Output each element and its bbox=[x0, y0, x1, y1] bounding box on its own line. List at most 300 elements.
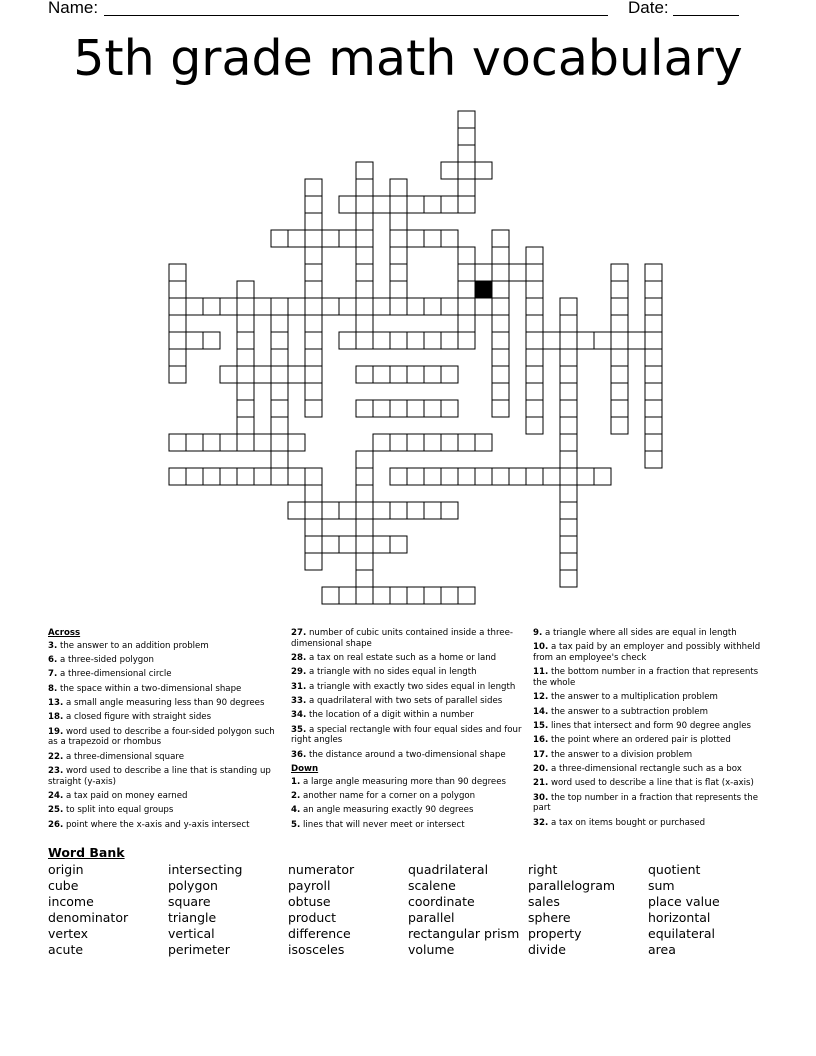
crossword-cell[interactable] bbox=[424, 196, 441, 213]
crossword-cell[interactable] bbox=[169, 298, 186, 315]
crossword-cell[interactable] bbox=[305, 468, 322, 485]
crossword-cell[interactable] bbox=[169, 468, 186, 485]
crossword-cell[interactable] bbox=[186, 434, 203, 451]
crossword-cell[interactable] bbox=[305, 366, 322, 383]
crossword-cell[interactable] bbox=[237, 349, 254, 366]
crossword-cell[interactable] bbox=[526, 247, 543, 264]
crossword-cell[interactable] bbox=[560, 298, 577, 315]
crossword-cell[interactable] bbox=[288, 366, 305, 383]
crossword-cell[interactable] bbox=[645, 366, 662, 383]
crossword-cell[interactable] bbox=[390, 247, 407, 264]
crossword-cell[interactable] bbox=[203, 332, 220, 349]
clue-text: a tax on real estate such as a home or land bbox=[306, 653, 497, 664]
crossword-cell[interactable] bbox=[441, 502, 458, 519]
word-bank-word: parallel bbox=[408, 910, 455, 926]
crossword-cell[interactable] bbox=[407, 502, 424, 519]
crossword-cell[interactable] bbox=[339, 332, 356, 349]
crossword-cell[interactable] bbox=[560, 468, 577, 485]
crossword-cell[interactable] bbox=[407, 587, 424, 604]
crossword-cell[interactable] bbox=[356, 247, 373, 264]
crossword-cell[interactable] bbox=[611, 264, 628, 281]
crossword-cell[interactable] bbox=[424, 400, 441, 417]
crossword-cell[interactable] bbox=[305, 230, 322, 247]
crossword-cell[interactable] bbox=[186, 298, 203, 315]
crossword-cell[interactable] bbox=[645, 451, 662, 468]
crossword-cell[interactable] bbox=[509, 264, 526, 281]
crossword-cell[interactable] bbox=[611, 298, 628, 315]
clue-number: 16. bbox=[533, 735, 549, 746]
crossword-cell[interactable] bbox=[305, 247, 322, 264]
crossword-cell[interactable] bbox=[356, 570, 373, 587]
crossword-cell[interactable] bbox=[169, 349, 186, 366]
crossword-cell[interactable] bbox=[373, 536, 390, 553]
crossword-cell[interactable] bbox=[390, 298, 407, 315]
crossword-cell[interactable] bbox=[237, 332, 254, 349]
crossword-cell[interactable] bbox=[560, 315, 577, 332]
clue-item bbox=[533, 818, 765, 829]
crossword-cell[interactable] bbox=[373, 332, 390, 349]
crossword-cell[interactable] bbox=[645, 332, 662, 349]
crossword-cell[interactable] bbox=[560, 519, 577, 536]
crossword-cell[interactable] bbox=[407, 298, 424, 315]
crossword-cell[interactable] bbox=[560, 434, 577, 451]
word-bank-word: coordinate bbox=[408, 894, 475, 910]
crossword-cell[interactable] bbox=[254, 366, 271, 383]
crossword-cell[interactable] bbox=[492, 349, 509, 366]
crossword-cell[interactable] bbox=[356, 451, 373, 468]
word-bank-word: cube bbox=[48, 878, 79, 894]
clue-number: 21. bbox=[533, 778, 549, 789]
clue-number: 17. bbox=[533, 749, 549, 760]
crossword-cell[interactable] bbox=[356, 400, 373, 417]
crossword-cell[interactable] bbox=[424, 502, 441, 519]
crossword-cell[interactable] bbox=[628, 332, 645, 349]
word-bank-word: scalene bbox=[408, 878, 456, 894]
word-bank-word: triangle bbox=[168, 910, 217, 926]
crossword-cell[interactable] bbox=[526, 298, 543, 315]
crossword-cell[interactable] bbox=[322, 536, 339, 553]
crossword-cell[interactable] bbox=[526, 281, 543, 298]
word-bank-word: right bbox=[528, 862, 558, 877]
clue-item bbox=[48, 805, 280, 816]
crossword-cell[interactable] bbox=[237, 434, 254, 451]
crossword-cell[interactable] bbox=[220, 366, 237, 383]
clue-item bbox=[291, 820, 523, 831]
crossword-cell[interactable] bbox=[543, 332, 560, 349]
crossword-cell[interactable] bbox=[322, 230, 339, 247]
crossword-cell[interactable] bbox=[492, 281, 509, 298]
crossword-cell[interactable] bbox=[458, 587, 475, 604]
clue-number: 26. bbox=[48, 819, 64, 830]
crossword-cell[interactable] bbox=[186, 332, 203, 349]
crossword-cell[interactable] bbox=[288, 230, 305, 247]
crossword-cell[interactable] bbox=[407, 332, 424, 349]
crossword-cell[interactable] bbox=[458, 162, 475, 179]
crossword-cell[interactable] bbox=[271, 315, 288, 332]
crossword-cell[interactable] bbox=[492, 366, 509, 383]
crossword-cell[interactable] bbox=[492, 400, 509, 417]
crossword-cell[interactable] bbox=[526, 366, 543, 383]
crossword-cell[interactable] bbox=[560, 332, 577, 349]
crossword-cell[interactable] bbox=[441, 434, 458, 451]
crossword-cell[interactable] bbox=[373, 366, 390, 383]
crossword-cell[interactable] bbox=[560, 502, 577, 519]
crossword-cell[interactable] bbox=[220, 298, 237, 315]
crossword-cell[interactable] bbox=[492, 247, 509, 264]
crossword-cell[interactable] bbox=[254, 434, 271, 451]
crossword-cell[interactable] bbox=[560, 485, 577, 502]
clue-number: 19. bbox=[48, 726, 64, 737]
crossword-cell[interactable] bbox=[339, 230, 356, 247]
crossword-cell[interactable] bbox=[526, 468, 543, 485]
crossword-cell[interactable] bbox=[441, 230, 458, 247]
crossword-cell[interactable] bbox=[441, 587, 458, 604]
clue-number: 36. bbox=[291, 749, 307, 760]
crossword-cell[interactable] bbox=[458, 281, 475, 298]
crossword-cell[interactable] bbox=[390, 400, 407, 417]
word-bank-word: rectangular prism bbox=[408, 926, 520, 942]
clue-item bbox=[48, 698, 280, 709]
crossword-cell[interactable] bbox=[271, 417, 288, 434]
crossword-cell[interactable] bbox=[356, 366, 373, 383]
crossword-cell[interactable] bbox=[509, 468, 526, 485]
crossword-cell[interactable] bbox=[492, 332, 509, 349]
clue-text: a closed figure with straight sides bbox=[63, 712, 212, 723]
crossword-cell[interactable] bbox=[577, 332, 594, 349]
crossword-cell[interactable] bbox=[237, 315, 254, 332]
crossword-cell[interactable] bbox=[220, 434, 237, 451]
crossword-cell[interactable] bbox=[611, 400, 628, 417]
crossword-cell[interactable] bbox=[407, 434, 424, 451]
crossword-cell[interactable] bbox=[373, 587, 390, 604]
crossword-cell[interactable] bbox=[475, 468, 492, 485]
crossword-cell[interactable] bbox=[356, 230, 373, 247]
crossword-cell[interactable] bbox=[220, 468, 237, 485]
crossword-cell[interactable] bbox=[373, 502, 390, 519]
crossword-cell[interactable] bbox=[458, 264, 475, 281]
crossword-cell[interactable] bbox=[271, 400, 288, 417]
clue-item bbox=[291, 710, 523, 721]
crossword-cell[interactable] bbox=[305, 213, 322, 230]
crossword-cell[interactable] bbox=[645, 315, 662, 332]
crossword-cell[interactable] bbox=[322, 587, 339, 604]
crossword-cell[interactable] bbox=[254, 298, 271, 315]
crossword-cell[interactable] bbox=[611, 281, 628, 298]
crossword-cell[interactable] bbox=[356, 536, 373, 553]
crossword-cell[interactable] bbox=[169, 332, 186, 349]
crossword-cell[interactable] bbox=[390, 196, 407, 213]
crossword-cell[interactable] bbox=[203, 468, 220, 485]
crossword-cell[interactable] bbox=[458, 128, 475, 145]
crossword-cell[interactable] bbox=[169, 315, 186, 332]
crossword-cell[interactable] bbox=[373, 434, 390, 451]
crossword-cell[interactable] bbox=[169, 366, 186, 383]
crossword-cell[interactable] bbox=[458, 434, 475, 451]
crossword-cell[interactable] bbox=[288, 502, 305, 519]
crossword-cell[interactable] bbox=[356, 587, 373, 604]
crossword-cell[interactable] bbox=[305, 315, 322, 332]
crossword-cell[interactable] bbox=[458, 315, 475, 332]
clue-number: 4. bbox=[291, 805, 301, 816]
crossword-cell[interactable] bbox=[356, 298, 373, 315]
crossword-cell[interactable] bbox=[356, 264, 373, 281]
crossword-cell[interactable] bbox=[475, 434, 492, 451]
clue-item bbox=[533, 692, 765, 703]
crossword-cell[interactable] bbox=[492, 383, 509, 400]
crossword-cell[interactable] bbox=[390, 230, 407, 247]
crossword-cell[interactable] bbox=[339, 536, 356, 553]
crossword-cell[interactable] bbox=[526, 417, 543, 434]
clue-number: 7. bbox=[48, 669, 58, 680]
crossword-cell[interactable] bbox=[305, 502, 322, 519]
crossword-cell[interactable] bbox=[390, 179, 407, 196]
crossword-cell[interactable] bbox=[288, 434, 305, 451]
clue-text: a large angle measuring more than 90 degrees bbox=[300, 776, 506, 787]
crossword-cell[interactable] bbox=[526, 349, 543, 366]
crossword-cell[interactable] bbox=[611, 383, 628, 400]
crossword-cell[interactable] bbox=[390, 264, 407, 281]
clue-text: a special rectangle with four equal sides and four right angles bbox=[291, 724, 522, 746]
crossword-cell[interactable] bbox=[237, 298, 254, 315]
crossword-cell[interactable] bbox=[288, 298, 305, 315]
crossword-cell[interactable] bbox=[611, 366, 628, 383]
crossword-cell[interactable] bbox=[322, 502, 339, 519]
crossword-cell[interactable] bbox=[611, 417, 628, 434]
crossword-cell[interactable] bbox=[271, 230, 288, 247]
crossword-cell[interactable] bbox=[475, 162, 492, 179]
crossword-cell[interactable] bbox=[356, 281, 373, 298]
crossword-cell[interactable] bbox=[305, 298, 322, 315]
word-bank-word: payroll bbox=[288, 878, 331, 894]
crossword-cell[interactable] bbox=[390, 213, 407, 230]
crossword-cell[interactable] bbox=[390, 468, 407, 485]
crossword-cell[interactable] bbox=[271, 383, 288, 400]
crossword-cell[interactable] bbox=[475, 298, 492, 315]
crossword-cell[interactable] bbox=[237, 400, 254, 417]
crossword-cell[interactable] bbox=[526, 332, 543, 349]
crossword-cell[interactable] bbox=[560, 400, 577, 417]
clue-item bbox=[533, 793, 765, 814]
crossword-cell[interactable] bbox=[271, 366, 288, 383]
crossword-cell[interactable] bbox=[305, 383, 322, 400]
crossword-cell[interactable] bbox=[560, 366, 577, 383]
crossword-cell[interactable] bbox=[169, 281, 186, 298]
crossword-cell[interactable] bbox=[645, 417, 662, 434]
crossword-cell[interactable] bbox=[543, 468, 560, 485]
crossword-cell[interactable] bbox=[390, 502, 407, 519]
crossword-cell[interactable] bbox=[356, 162, 373, 179]
crossword-cell[interactable] bbox=[356, 332, 373, 349]
crossword-cell[interactable] bbox=[526, 383, 543, 400]
crossword-cell[interactable] bbox=[458, 145, 475, 162]
crossword-cell[interactable] bbox=[356, 502, 373, 519]
crossword-cell[interactable] bbox=[645, 298, 662, 315]
crossword-cell[interactable] bbox=[305, 196, 322, 213]
crossword-cell[interactable] bbox=[560, 417, 577, 434]
crossword-cell[interactable] bbox=[560, 536, 577, 553]
crossword-cell[interactable] bbox=[203, 434, 220, 451]
crossword-cell[interactable] bbox=[271, 468, 288, 485]
clue-text: a triangle where all sides are equal in length bbox=[542, 628, 737, 638]
crossword-cell[interactable] bbox=[271, 332, 288, 349]
crossword-cell[interactable] bbox=[390, 434, 407, 451]
crossword-cell[interactable] bbox=[492, 468, 509, 485]
crossword-cell[interactable] bbox=[441, 298, 458, 315]
crossword-cell[interactable] bbox=[271, 434, 288, 451]
crossword-cell[interactable] bbox=[356, 519, 373, 536]
crossword-cell[interactable] bbox=[526, 315, 543, 332]
crossword-cell[interactable] bbox=[356, 315, 373, 332]
crossword-cell[interactable] bbox=[475, 264, 492, 281]
crossword-cell[interactable] bbox=[305, 400, 322, 417]
crossword-cell[interactable] bbox=[458, 111, 475, 128]
crossword-cell[interactable] bbox=[441, 366, 458, 383]
clue-text: word used to describe a line that is standing up straight (y-axis) bbox=[48, 766, 271, 787]
clue-item bbox=[291, 628, 523, 649]
clue-text: an angle measuring exactly 90 degrees bbox=[300, 805, 474, 816]
crossword-cell[interactable] bbox=[373, 400, 390, 417]
crossword-cell[interactable] bbox=[271, 451, 288, 468]
crossword-cell[interactable] bbox=[373, 196, 390, 213]
crossword-cell[interactable] bbox=[356, 213, 373, 230]
crossword-cell[interactable] bbox=[458, 247, 475, 264]
crossword-cell[interactable] bbox=[458, 179, 475, 196]
crossword-cell[interactable] bbox=[305, 519, 322, 536]
crossword-cell[interactable] bbox=[237, 366, 254, 383]
crossword-cell[interactable] bbox=[594, 468, 611, 485]
crossword-cell[interactable] bbox=[237, 468, 254, 485]
crossword-cell[interactable] bbox=[407, 468, 424, 485]
word-bank-word: square bbox=[168, 894, 211, 910]
crossword-cell[interactable] bbox=[458, 332, 475, 349]
crossword-cell[interactable] bbox=[441, 162, 458, 179]
crossword-cell[interactable] bbox=[339, 587, 356, 604]
crossword-cell[interactable] bbox=[424, 434, 441, 451]
crossword-cell[interactable] bbox=[645, 349, 662, 366]
crossword-cell[interactable] bbox=[611, 349, 628, 366]
crossword-cell[interactable] bbox=[458, 196, 475, 213]
crossword-cell[interactable] bbox=[356, 468, 373, 485]
clue-item bbox=[533, 735, 765, 746]
crossword-cell[interactable] bbox=[407, 230, 424, 247]
crossword-cell[interactable] bbox=[390, 332, 407, 349]
crossword-cell[interactable] bbox=[492, 298, 509, 315]
crossword-cell[interactable] bbox=[645, 383, 662, 400]
crossword-cell[interactable] bbox=[441, 400, 458, 417]
crossword-cell[interactable] bbox=[424, 332, 441, 349]
crossword-cell[interactable] bbox=[373, 298, 390, 315]
crossword-cell[interactable] bbox=[424, 230, 441, 247]
crossword-cell[interactable] bbox=[305, 553, 322, 570]
crossword-cell[interactable] bbox=[322, 298, 339, 315]
crossword-cell[interactable] bbox=[305, 332, 322, 349]
crossword-cell[interactable] bbox=[560, 383, 577, 400]
clue-item bbox=[48, 655, 280, 666]
word-bank-word: income bbox=[48, 894, 94, 910]
clue-item bbox=[48, 752, 280, 763]
crossword-cell[interactable] bbox=[645, 434, 662, 451]
crossword-black-cell bbox=[475, 281, 492, 298]
crossword-cell[interactable] bbox=[169, 434, 186, 451]
crossword-cell[interactable] bbox=[390, 281, 407, 298]
crossword-cell[interactable] bbox=[492, 264, 509, 281]
crossword-cell[interactable] bbox=[339, 298, 356, 315]
clue-number: 24. bbox=[48, 791, 64, 802]
crossword-cell[interactable] bbox=[441, 468, 458, 485]
crossword-cell[interactable] bbox=[339, 196, 356, 213]
crossword-cell[interactable] bbox=[390, 366, 407, 383]
crossword-cell[interactable] bbox=[424, 366, 441, 383]
crossword-cell[interactable] bbox=[458, 298, 475, 315]
crossword-cell[interactable] bbox=[424, 587, 441, 604]
crossword-cell[interactable] bbox=[526, 264, 543, 281]
crossword-cell[interactable] bbox=[237, 383, 254, 400]
crossword-cell[interactable] bbox=[441, 196, 458, 213]
crossword-cell[interactable] bbox=[390, 587, 407, 604]
crossword-cell[interactable] bbox=[305, 536, 322, 553]
crossword-cell[interactable] bbox=[526, 400, 543, 417]
crossword-cell[interactable] bbox=[407, 366, 424, 383]
crossword-cell[interactable] bbox=[305, 264, 322, 281]
crossword-cell[interactable] bbox=[390, 536, 407, 553]
clue-text: word used to describe a line that is flat (x-axis) bbox=[548, 778, 754, 789]
crossword-cell[interactable] bbox=[458, 468, 475, 485]
crossword-cell[interactable] bbox=[305, 179, 322, 196]
crossword-cell[interactable] bbox=[645, 281, 662, 298]
crossword-cell[interactable] bbox=[407, 196, 424, 213]
crossword-cell[interactable] bbox=[492, 315, 509, 332]
crossword-cell[interactable] bbox=[271, 349, 288, 366]
crossword-cell[interactable] bbox=[492, 230, 509, 247]
word-bank-word: horizontal bbox=[648, 910, 711, 926]
crossword-cell[interactable] bbox=[645, 400, 662, 417]
crossword-cell[interactable] bbox=[356, 179, 373, 196]
crossword-cell[interactable] bbox=[645, 264, 662, 281]
crossword-cell[interactable] bbox=[305, 349, 322, 366]
crossword-cell[interactable] bbox=[441, 332, 458, 349]
crossword-cell[interactable] bbox=[288, 468, 305, 485]
crossword-cell[interactable] bbox=[305, 281, 322, 298]
crossword-cell[interactable] bbox=[356, 196, 373, 213]
crossword-cell[interactable] bbox=[560, 451, 577, 468]
crossword-cell[interactable] bbox=[203, 298, 220, 315]
clue-number: 6. bbox=[48, 655, 58, 666]
crossword-cell[interactable] bbox=[594, 332, 611, 349]
crossword-cell[interactable] bbox=[169, 264, 186, 281]
crossword-cell[interactable] bbox=[356, 553, 373, 570]
crossword-cell[interactable] bbox=[407, 400, 424, 417]
crossword-cell[interactable] bbox=[611, 332, 628, 349]
crossword-cell[interactable] bbox=[356, 485, 373, 502]
crossword-cell[interactable] bbox=[424, 468, 441, 485]
crossword-cell[interactable] bbox=[339, 502, 356, 519]
clue-item bbox=[533, 750, 765, 761]
crossword-cell[interactable] bbox=[254, 468, 271, 485]
crossword-cell[interactable] bbox=[560, 570, 577, 587]
crossword-cell[interactable] bbox=[577, 468, 594, 485]
crossword-cell[interactable] bbox=[237, 281, 254, 298]
crossword-cell[interactable] bbox=[305, 485, 322, 502]
crossword-cell[interactable] bbox=[271, 298, 288, 315]
crossword-cell[interactable] bbox=[186, 468, 203, 485]
across-heading: Across bbox=[48, 628, 81, 638]
clue-item bbox=[291, 805, 523, 816]
crossword-cell[interactable] bbox=[424, 298, 441, 315]
crossword-cell[interactable] bbox=[611, 315, 628, 332]
crossword-cell[interactable] bbox=[560, 553, 577, 570]
crossword-cell[interactable] bbox=[237, 417, 254, 434]
crossword-cell[interactable] bbox=[560, 349, 577, 366]
